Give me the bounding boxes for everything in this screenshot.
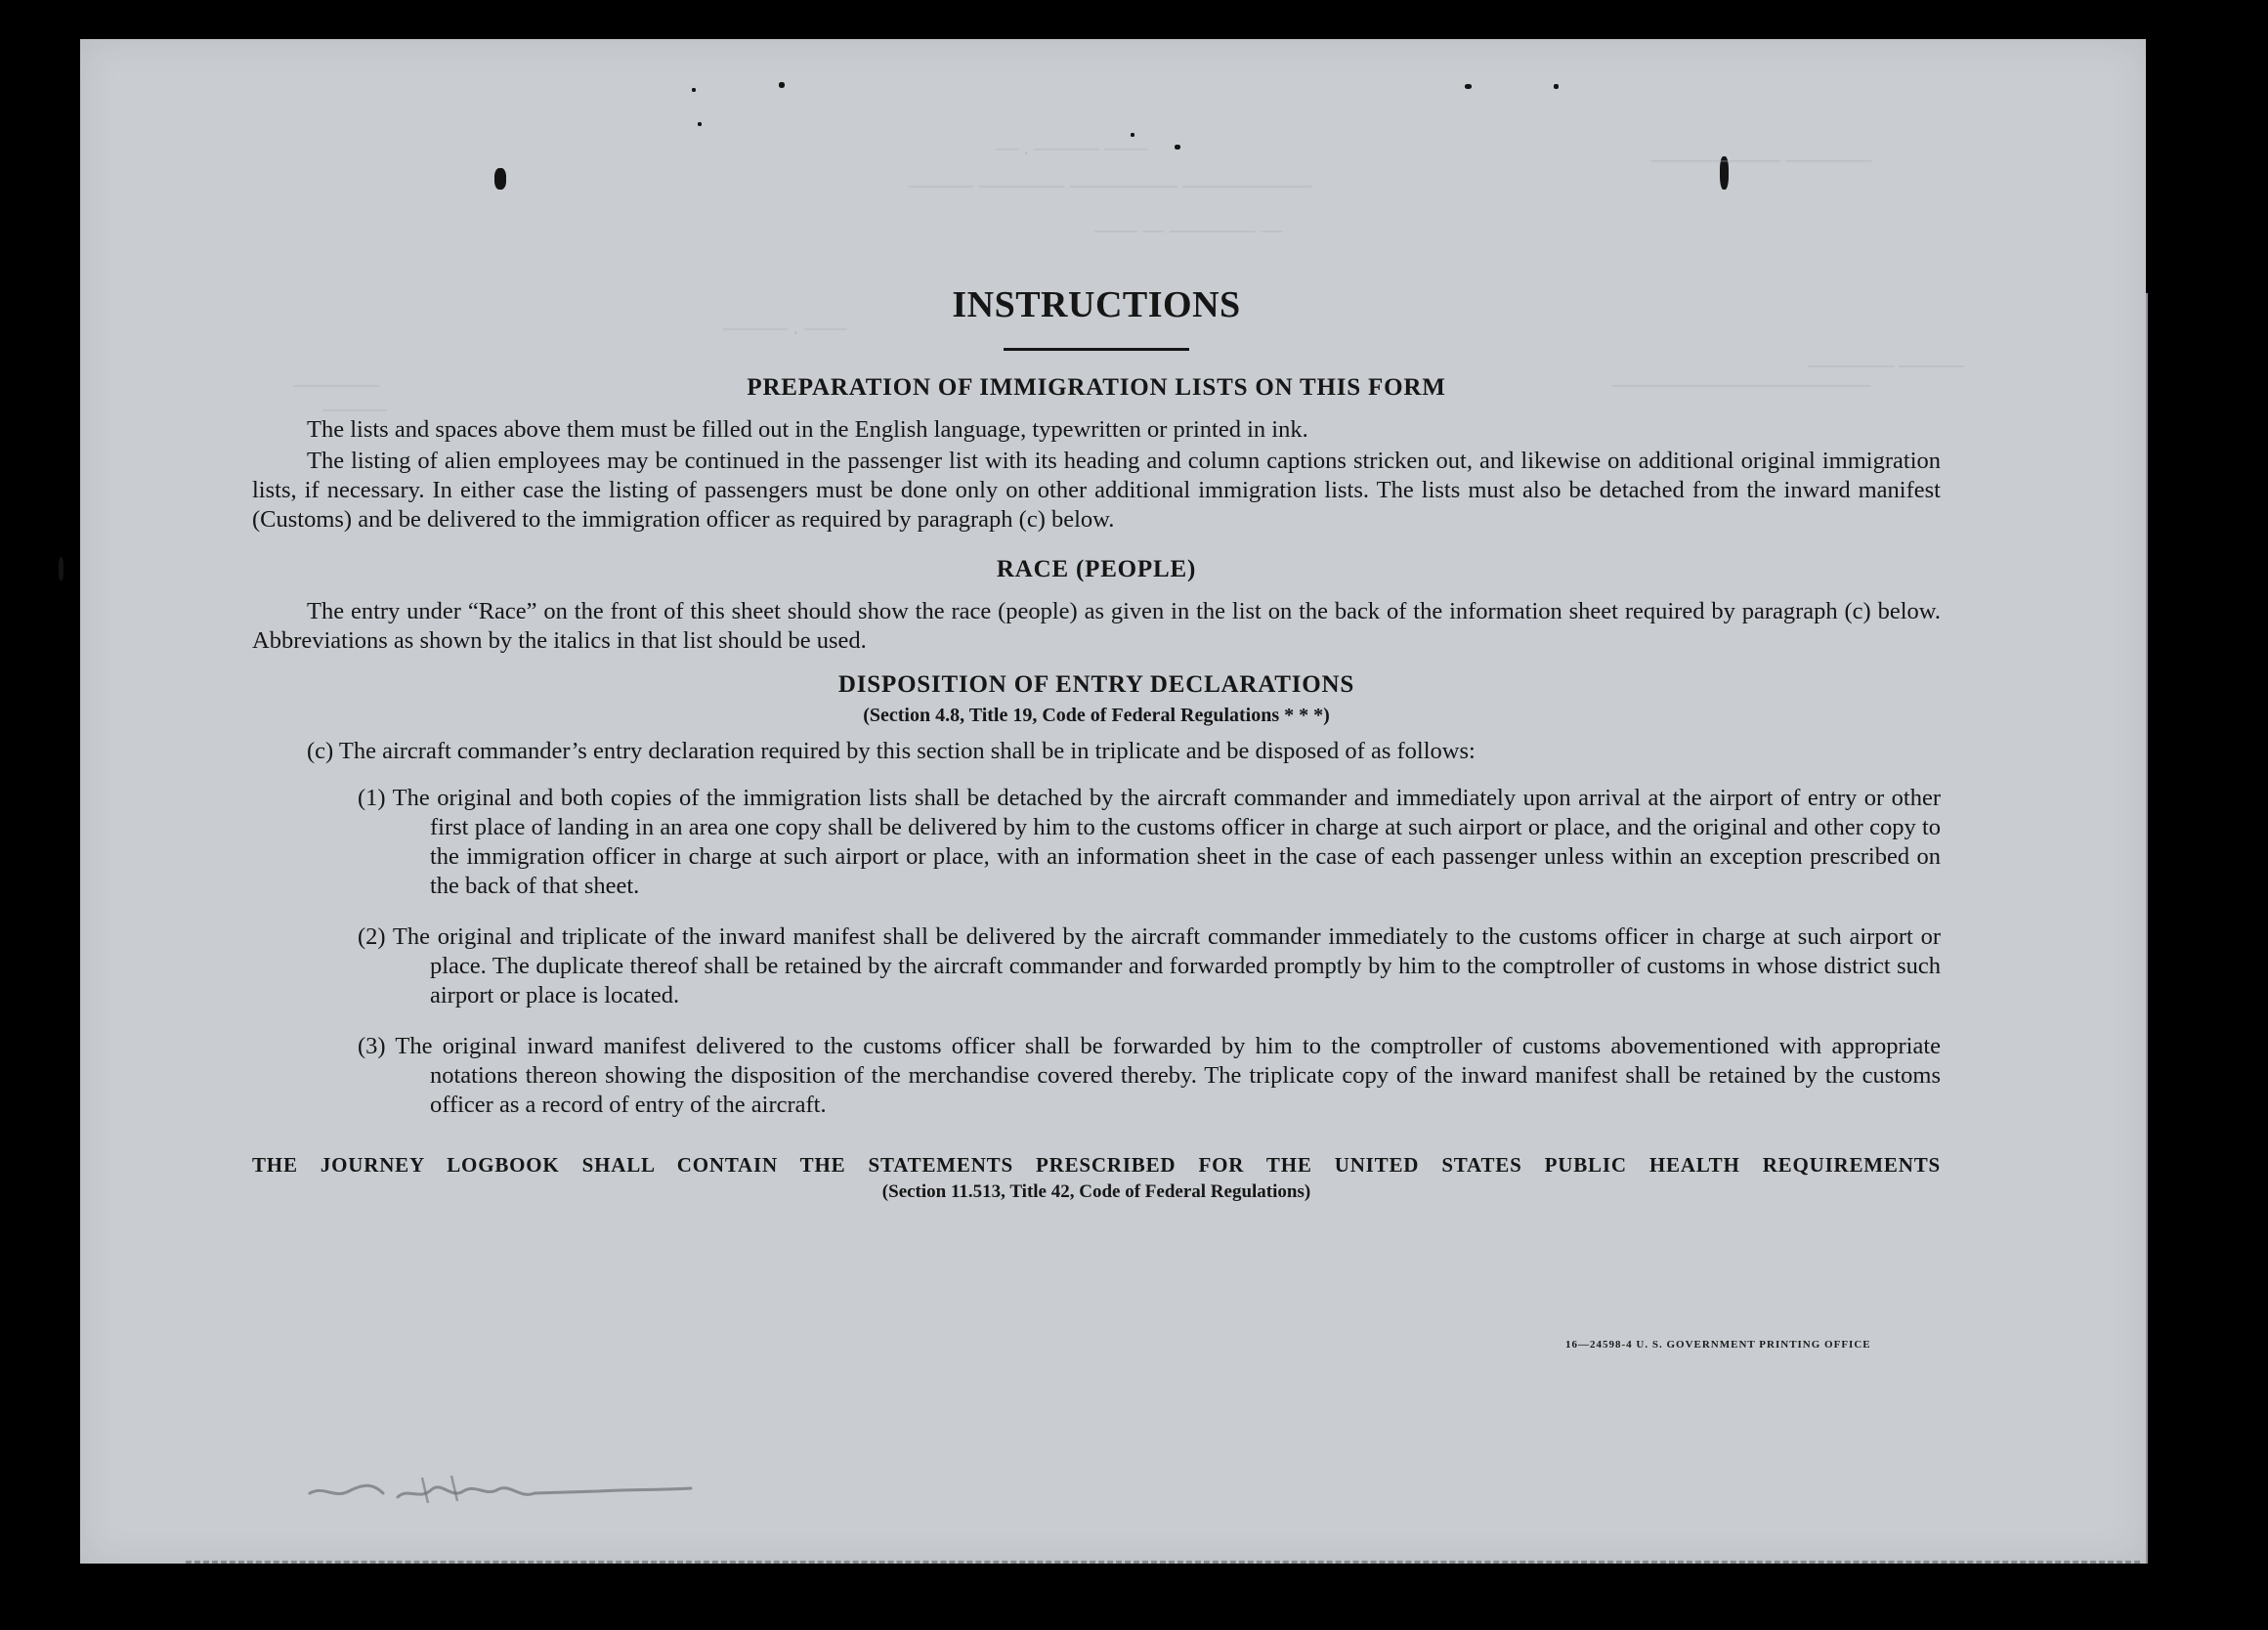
heading-race: RACE (PEOPLE) xyxy=(996,556,1197,582)
show-through-text: ——— . —— xyxy=(723,315,847,339)
printer-imprint: 16—24598‑4 U. S. GOVERNMENT PRINTING OFFICE xyxy=(1565,1339,1871,1351)
instructions-document xyxy=(252,283,1941,1203)
perforation-line xyxy=(186,1561,2140,1564)
show-through-text: ——— xyxy=(322,396,387,420)
show-through-text: — . ——— —— xyxy=(997,135,1147,159)
disposition-citation: (Section 4.8, Title 19, Code of Federal Regulations * * *) xyxy=(863,705,1330,726)
disposition-item-3: (3) The original inward manifest delivered to the customs officer shall be forwarded by him to the comptroller of customs abovementioned with appropriate notations thereon showing the disposition of the merchandise covered thereby. The triplicate copy of the inward manifest shall be retained by the customs officer as a record of entry of the aircraft. xyxy=(358,1033,1941,1118)
speck xyxy=(779,82,785,88)
health-requirements-notice: THE JOURNEY LOGBOOK SHALL CONTAIN THE STATEMENTS PRESCRIBED FOR THE UNITED STATES PUBLIC HEALTH REQUIREMENTS xyxy=(252,1153,1941,1177)
preparation-paragraph-1: The lists and spaces above them must be filled out in the English language, typewritten or printed in ink. xyxy=(307,416,1308,443)
punch-mark-left xyxy=(494,168,506,190)
preparation-paragraph-2: The listing of alien employees may be continued in the passenger list with its heading and column captions stricken out, and likewise on additional original immigration lists, if necessary. In either case the listing of passengers must be done only on other additional immigration lists. The lists must also be detached from the inward manifest (Customs) and be delivered to the immigration officer as required by paragraph (c) below. xyxy=(252,448,1941,533)
speck xyxy=(698,122,702,126)
heading-preparation: PREPARATION OF IMMIGRATION LISTS ON THIS FORM xyxy=(747,374,1446,401)
disposition-item-1: (1) The original and both copies of the immigration lists shall be detached by the aircraft commander and immediately upon arrival at the airport of entry or other first place of landing in an area one copy shall be delivered by him to the customs officer in charge at such airport or place, and the original and other copy to the immigration officer in charge at such airport or place, with an information sheet in the case of each passenger unless within an exception prescribed on the back of that sheet. xyxy=(358,785,1941,899)
show-through-text: ———— ——— xyxy=(1808,352,1964,376)
speck xyxy=(59,557,64,580)
show-through-text: ——— ———— ————— —————— xyxy=(909,172,1312,196)
speck xyxy=(1465,84,1472,89)
heading-disposition: DISPOSITION OF ENTRY DECLARATIONS xyxy=(837,671,1355,698)
disposition-item-2: (2) The original and triplicate of the inward manifest shall be delivered by the aircraft commander immediately to the customs officer in charge at such airport or place. The duplicate thereof shall be retained by the aircraft commander and forwarded promptly by him to the comptroller of customs in whose district such airport or place is located. xyxy=(358,923,1941,1008)
speck xyxy=(692,88,696,92)
health-requirements-citation: (Section 11.513, Title 42, Code of Federal Regulations) xyxy=(881,1181,1311,1202)
document-title: INSTRUCTIONS xyxy=(952,284,1241,325)
handwritten-signature xyxy=(305,1464,696,1513)
disposition-lead: (c) The aircraft commander’s entry declaration required by this section shall be in triplicate and be disposed of as follows: xyxy=(307,738,1476,764)
speck xyxy=(1175,145,1180,150)
show-through-text: ———— xyxy=(293,371,379,396)
paper-edge xyxy=(2146,293,2148,1564)
show-through-text: —————— ———— xyxy=(1651,147,1872,171)
title-underline xyxy=(1004,348,1189,351)
race-paragraph: The entry under “Race” on the front of this sheet should show the race (people) as given in the list on the back of the information sheet required by paragraph (c) below. Abbreviations as shown by the italics in that list should be used. xyxy=(252,598,1941,654)
show-through-text: —— — ———— — xyxy=(1094,217,1283,241)
show-through-text: ———————————— xyxy=(1612,371,1870,396)
speck xyxy=(1554,84,1559,89)
